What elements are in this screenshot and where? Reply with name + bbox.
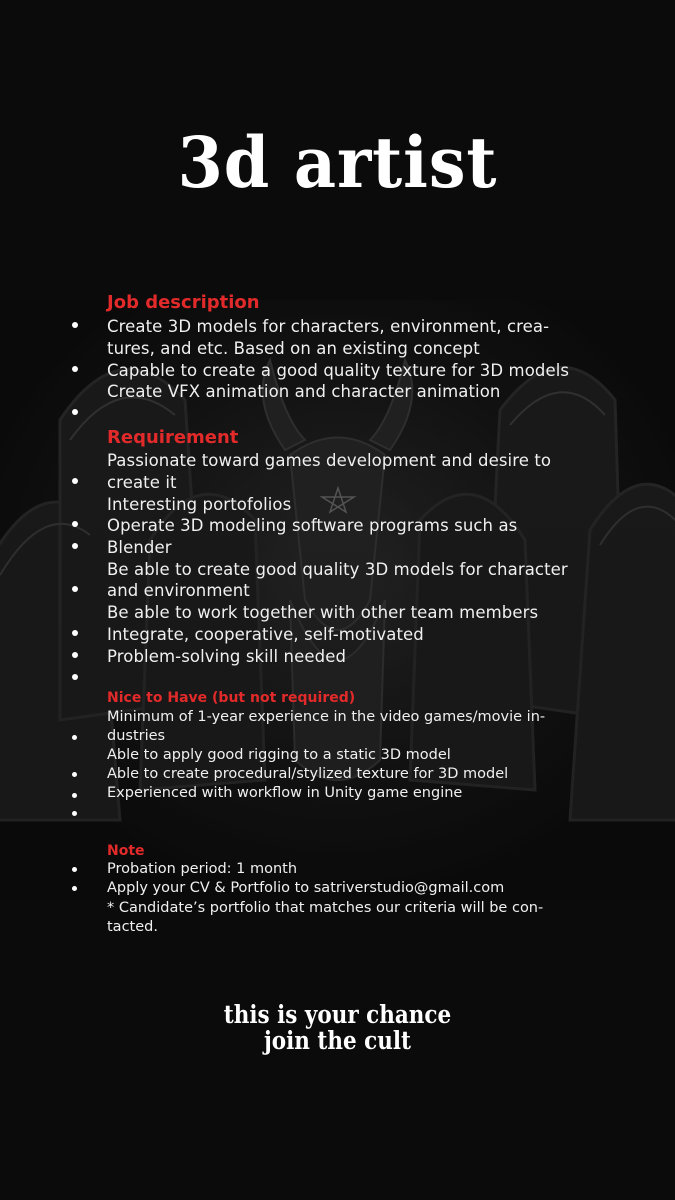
- bullet-icon: [71, 673, 79, 681]
- bullet-icon: [71, 792, 79, 800]
- requirement-line: Passionate toward games development and desire to: [107, 451, 552, 470]
- requirement-line: Be able to work together with other team members: [107, 603, 539, 622]
- job-description-line: Create VFX animation and character animation: [107, 382, 501, 401]
- tagline-line-2: join the cult: [264, 1026, 411, 1055]
- bullet-icon: [71, 542, 79, 550]
- requirement-line: Problem-solving skill needed: [107, 647, 347, 666]
- requirement-line: Blender: [107, 538, 172, 557]
- poster-title: 3d artist: [177, 121, 498, 204]
- requirement-line: Interesting portofolios: [107, 495, 292, 514]
- requirement-line: create it: [107, 473, 177, 492]
- bullet-icon: [71, 885, 79, 893]
- nice-to-have-line: Able to apply good rigging to a static 3D model: [107, 747, 451, 763]
- bullet-icon: [71, 408, 79, 416]
- note-line: * Candidate’s portfolio that matches our criteria will be con-: [107, 900, 544, 916]
- requirement-line: Operate 3D modeling software programs such as: [107, 516, 518, 535]
- nice-to-have-line: dustries: [107, 728, 166, 744]
- note-line: Apply your CV & Portfolio to satriverstudio@gmail.com: [107, 880, 505, 896]
- bullet-icon: [71, 477, 79, 485]
- bullet-icon: [71, 520, 79, 528]
- requirement-line: and environment: [107, 581, 250, 600]
- bullet-icon: [71, 810, 79, 818]
- section-heading-nice-to-have: Nice to Have (but not required): [107, 690, 356, 706]
- bullet-icon: [71, 734, 79, 742]
- note-line: tacted.: [107, 919, 158, 935]
- bullet-icon: [71, 651, 79, 659]
- requirement-line: Be able to create good quality 3D models for character: [107, 560, 568, 579]
- note-line: Probation period: 1 month: [107, 861, 298, 877]
- nice-to-have-line: Experienced with workflow in Unity game engine: [107, 785, 463, 801]
- bullet-icon: [71, 771, 79, 779]
- section-heading-note: Note: [107, 843, 145, 859]
- nice-to-have-line: Minimum of 1-year experience in the video games/movie in-: [107, 709, 546, 725]
- bullet-icon: [71, 629, 79, 637]
- section-heading-job-description: Job description: [107, 292, 260, 313]
- bullet-icon: [71, 365, 79, 373]
- bullet-icon: [71, 321, 79, 329]
- bullet-icon: [71, 585, 79, 593]
- nice-to-have-line: Able to create procedural/stylized texture for 3D model: [107, 766, 509, 782]
- requirement-line: Integrate, cooperative, self-motivated: [107, 625, 424, 644]
- job-description-line: tures, and etc. Based on an existing concept: [107, 339, 480, 358]
- job-description-line: Create 3D models for characters, environment, crea-: [107, 317, 550, 336]
- tagline-line-1: this is your chance: [223, 1000, 452, 1029]
- bullet-icon: [71, 866, 79, 874]
- section-heading-requirement: Requirement: [107, 427, 239, 448]
- job-description-line: Capable to create a good quality texture for 3D models: [107, 361, 570, 380]
